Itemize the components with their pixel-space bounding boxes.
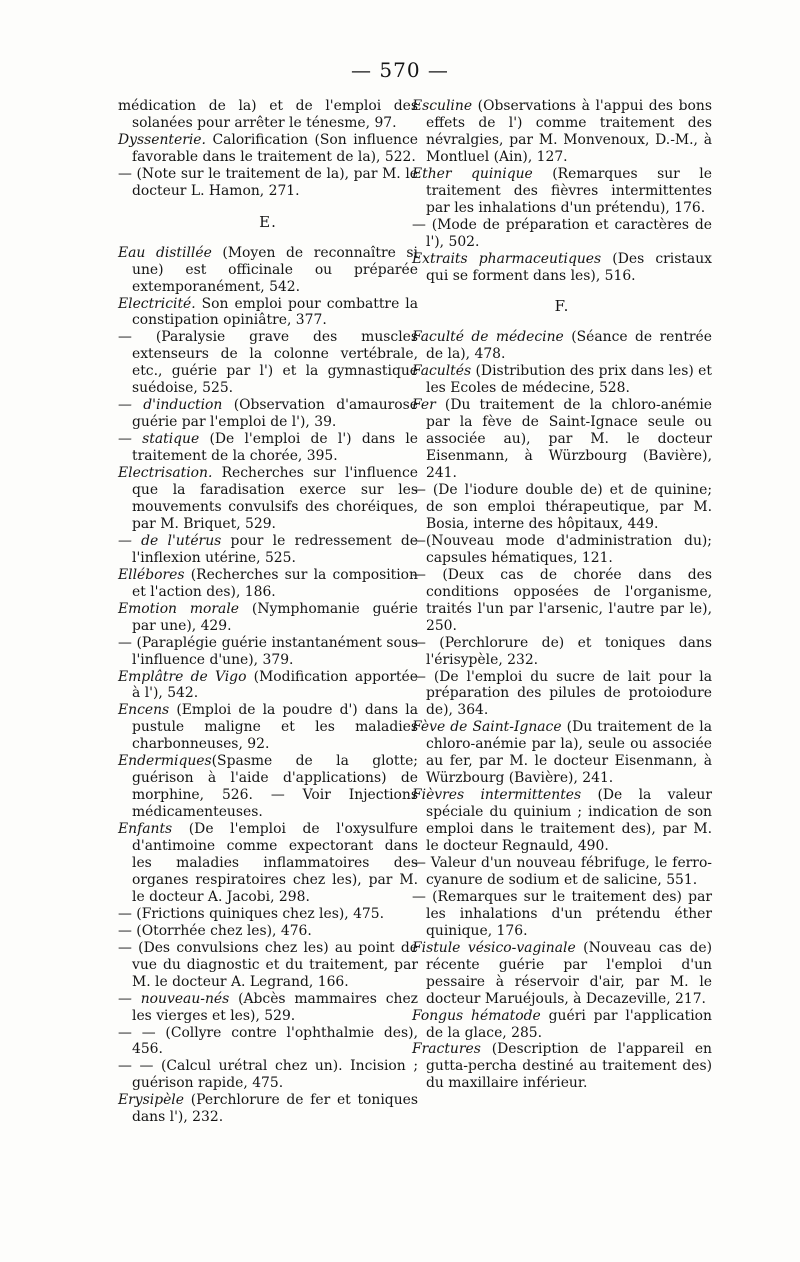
entry-term: Faculté de médecine — [412, 329, 564, 346]
entry-text: (De l'emploi de l') dans le traitement de la chorée, 395. — [132, 431, 418, 465]
index-entry — [118, 329, 418, 397]
entry-term: Electrisation. — [118, 465, 213, 482]
entry-text: — (Otorrhée chez les), 476. — [118, 922, 312, 939]
index-entry — [118, 132, 418, 166]
entry-term: Fièvres intermittentes — [412, 787, 582, 804]
index-entry — [118, 431, 418, 465]
entry-text: médication de la) et de l'emploi des solanées pour arrêter le ténesme, 97. — [118, 98, 418, 131]
entry-text: (Perchlorure de fer et toniques dans l'), 232. — [132, 1092, 418, 1126]
index-entry — [118, 991, 418, 1025]
entry-text: (De la valeur spéciale du quinium ; indication de son emploi dans le traitement des), par M. le docteur Regnauld, 490. — [426, 787, 712, 855]
entry-text: Calorification (Son influence favorable dans le traitement de la), 522. — [132, 131, 418, 165]
index-entry — [118, 296, 418, 330]
index-entry — [412, 669, 712, 720]
entry-text: (Du traitement de la chloro-anémie par la fève de Saint-Ignace seule ou associée au), par M. le docteur Eisenmann, à Würzbourg (Bavière), 241. — [426, 397, 712, 482]
index-entry — [118, 465, 418, 533]
index-entry — [412, 251, 712, 285]
entry-term: Fractures — [412, 1041, 481, 1058]
index-entry — [118, 245, 418, 296]
entry-text: — (Paralysie grave des muscles extenseurs de la colonne vertébrale, etc., guérie par l') et la gymnastique suédoise, 525. — [118, 329, 418, 397]
entry-term: Dyssenterie. — [118, 131, 206, 148]
index-entry — [412, 166, 712, 217]
index-entry — [118, 98, 418, 132]
index-entry — [118, 923, 418, 940]
entry-text: (Séance de rentrée de la), 478. — [426, 329, 712, 363]
index-entry — [412, 397, 712, 482]
entry-text: — Valeur d'un nouveau fébrifuge, le ferro-cyanure de sodium et de salicine, 551. — [412, 854, 712, 888]
entry-term: Ether quinique — [412, 165, 533, 182]
entry-term: Erysipèle — [118, 1092, 184, 1109]
index-entry — [412, 98, 712, 166]
entry-term: Fongus hématode — [412, 1007, 541, 1024]
index-entry — [412, 1008, 712, 1042]
entry-term: Fistule vésico-vaginale — [412, 939, 576, 956]
entry-term: Eau distillée — [118, 244, 212, 261]
index-entry — [412, 1041, 712, 1092]
entry-text: guéri par l'application de la glace, 285. — [426, 1007, 712, 1041]
index-entry — [412, 482, 712, 533]
entry-term: — statique — [118, 431, 200, 448]
entry-text: (Des cristaux qui se forment dans les), 516. — [426, 250, 712, 284]
section-letter-f: F. — [554, 297, 570, 316]
entry-text: — (De l'emploi du sucre de lait pour la préparation des pilules de protoiodure de), 364. — [412, 668, 712, 719]
entry-text: — (Note sur le traitement de la), par M. le docteur L. Hamon, 271. — [118, 165, 418, 199]
entry-text: — (Des convulsions chez les) au point de vue du diagnostic et du traitement, par M. le docteur A. Legrand, 166. — [118, 939, 418, 990]
entry-term: Endermiques — [118, 753, 212, 770]
entry-term: Emotion morale — [118, 600, 240, 617]
index-entry — [412, 889, 712, 940]
entry-text: (Moyen de reconnaître si une) est officinale ou préparée extemporanément, 542. — [132, 244, 418, 295]
index-entry — [412, 329, 712, 363]
index-entry — [118, 669, 418, 703]
index-entry — [118, 397, 418, 431]
entry-text: (Abcès mammaires chez les vierges et les), 529. — [132, 990, 418, 1024]
section-letter-e: E. — [259, 212, 277, 231]
entry-text: Recherches sur l'influence que la faradisation exerce sur les mouvements convulsifs des choréiques, par M. Briquet, 529. — [132, 465, 418, 532]
index-entry — [118, 753, 418, 821]
index-entry — [118, 533, 418, 567]
index-entry — [412, 940, 712, 1008]
index-entry — [412, 855, 712, 889]
entry-text: (Modification apportée à l'), 542. — [132, 668, 418, 702]
entry-term: — nouveau-nés — [118, 990, 230, 1007]
entry-term: Ellébores — [118, 566, 185, 583]
entry-text: (Nymphomanie guérie par une), 429. — [132, 600, 418, 634]
index-entry — [118, 1092, 418, 1126]
entry-text: — (De l'iodure double de) et de quinine; de son emploi thérapeutique, par M. Bosia, interne des hôpitaux, 449. — [412, 482, 712, 532]
entry-text: — (Paraplégie guérie instantanément sous l'influence d'une), 379. — [118, 634, 418, 668]
page-number: — 570 — — [351, 58, 449, 82]
index-entry — [118, 1025, 418, 1059]
entry-text: — (Mode de préparation et caractères de l'), 502. — [412, 216, 712, 250]
index-entry — [412, 635, 712, 669]
entry-text: — (Remarques sur le traitement des) par les inhalations d'un prétendu éther quinique, 176. — [412, 888, 712, 939]
entry-term: Extraits pharmaceutiques — [412, 250, 602, 267]
index-entry — [118, 601, 418, 635]
entry-term: — d'induction — [118, 397, 223, 414]
entry-term: Fer — [412, 397, 436, 414]
entry-term: Enfants — [118, 821, 173, 838]
index-entry — [412, 567, 712, 635]
entry-text: — — (Collyre contre l'ophthalmie des), 456. — [118, 1024, 418, 1058]
entry-text: pour le redressement de l'inflexion utérine, 525. — [132, 532, 418, 566]
entry-text: Son emploi pour combattre la constipation opiniâtre, 377. — [132, 295, 418, 329]
entry-text: (Remarques sur le traitement des fièvres intermittentes par les inhalations d'un prétendu), 176. — [426, 165, 712, 216]
index-entry — [118, 702, 418, 753]
index-entry — [118, 940, 418, 991]
index-entry — [118, 1058, 418, 1092]
entry-text: —(Nouveau mode d'administration du); capsules hématiques, 121. — [412, 532, 712, 566]
entry-term: Emplâtre de Vigo — [118, 668, 247, 685]
entry-text: (Observations à l'appui des bons effets de l') comme traitement des névralgies, par M. Monvenoux, D.-M., à Montluel (Ain), 127. — [426, 98, 712, 165]
index-entry — [118, 821, 418, 906]
index-entry — [118, 567, 418, 601]
entry-term: Fève de Saint-Ignace — [412, 719, 562, 736]
entry-text: — — (Calcul urétral chez un). Incision ; guérison rapide, 475. — [118, 1058, 418, 1092]
entry-term: Esculine — [412, 98, 473, 114]
index-entry — [412, 787, 712, 855]
entry-term: Electricité. — [118, 295, 196, 312]
entry-text: (De l'emploi de l'oxysulfure d'antimoine comme expectorant dans les maladies inflammatoires des organes respiratoires chez les), par M. le docteur A. Jacobi, 298. — [132, 821, 418, 905]
entry-text: (Nouveau cas de) récente guérie par l'emploi d'un pessaire à réservoir d'air, par M. le docteur Maruéjouls, à Decazeville, 217. — [426, 939, 712, 1007]
entry-text: (Observation d'amaurose guérie par l'emploi de l'), 39. — [132, 397, 418, 431]
index-entry — [412, 363, 712, 397]
index-entry — [118, 635, 418, 669]
index-entry — [412, 719, 712, 787]
entry-text: (Description de l'appareil en gutta-percha destiné au traitement des) du maxillaire inférieur. — [426, 1041, 712, 1092]
entry-term: — de l'utérus — [118, 532, 222, 549]
index-entry — [412, 217, 712, 251]
left-column — [118, 98, 418, 1126]
entry-text: (Du traitement de la chloro-anémie par la), seule ou associée au fer, par M. le docteur Eisenmann, à Würzbourg (Bavière), 241. — [426, 719, 712, 787]
entry-term: Encens — [118, 702, 170, 719]
entry-text: — (Frictions quiniques chez les), 475. — [118, 905, 385, 922]
index-entry — [412, 533, 712, 567]
entry-text: — (Deux cas de chorée dans des conditions opposées de l'organisme, traités l'un par l'arsenic, l'autre par le), 250. — [412, 566, 712, 634]
entry-text: (Spasme de la glotte; guérison à l'aide d'applications) de morphine, 526. — Voir Injections médicamenteuses. — [132, 753, 418, 821]
entry-text: (Emploi de la poudre d') dans la pustule maligne et les maladies charbonneuses, 92. — [132, 702, 418, 753]
entry-text: (Distribution des prix dans les) et les Ecoles de médecine, 528. — [426, 363, 712, 397]
entry-term: Facultés — [412, 363, 472, 380]
index-entry — [118, 166, 418, 200]
right-column — [412, 98, 712, 1092]
index-entry — [118, 906, 418, 923]
entry-text: (Recherches sur la composition et l'action des), 186. — [132, 566, 418, 600]
entry-text: — (Perchlorure de) et toniques dans l'érisypèle, 232. — [412, 634, 712, 668]
